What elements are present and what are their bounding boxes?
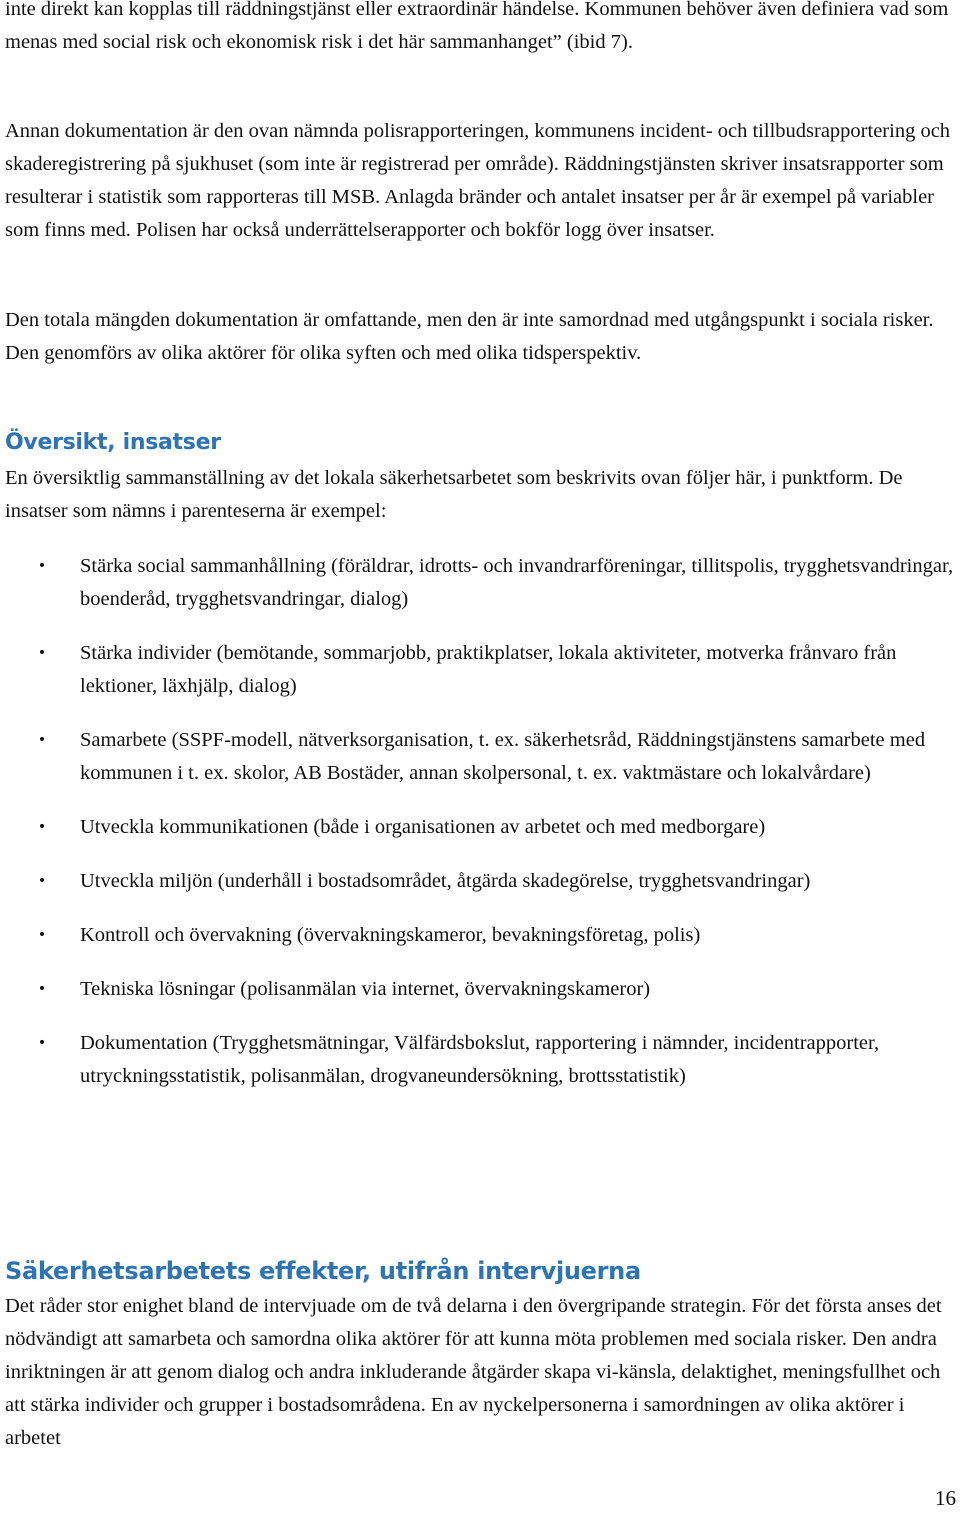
bullet-icon: • <box>37 927 47 943</box>
page-number: 16 <box>935 1486 956 1510</box>
list-item-text: Utveckla miljön (underhåll i bostadsområdet, åtgärda skadegörelse, trygghetsvandringar) <box>80 870 811 892</box>
paragraph-total-documentation: Den totala mängden dokumentation är omfattande, men den är inte samordnad med utgångspunkt i sociala risker. Den genomförs av olika aktörer för olika syften och med olika tidsperspektiv. <box>5 309 934 364</box>
bullet-icon: • <box>37 645 47 661</box>
document-page <box>5 0 960 1514</box>
list-item-text: Dokumentation (Trygghetsmätningar, Välfärdsbokslut, rapportering i nämnder, incidentrapporter, utryckningsstatistik, polisanmälan, drogvaneundersökning, brottsstatistik) <box>80 1032 880 1087</box>
bullet-icon: • <box>37 732 47 748</box>
paragraph-documentation: Annan dokumentation är den ovan nämnda polisrapporteringen, kommunens incident- och tillbudsrapportering och skaderegistrering på sjukhuset (som inte är registrerad per område). Räddningstjänsten skriver insatsrapporter som resulterar i statistik som rapporteras till MSB. Anlagda bränder och antalet insatser per år är exempel på variabler som finns med. Polisen har också underrättelserapporter och bokför logg över insatser. <box>5 120 951 241</box>
list-item <box>5 724 960 790</box>
paragraph-continued: inte direkt kan kopplas till räddningstjänst eller extraordinär händelse. Kommunen behöver även definiera vad som menas med social risk och ekonomisk risk i det här sammanhanget” (ibid 7). <box>5 0 949 53</box>
list-item-text: Kontroll och övervakning (övervakningskameror, bevakningsföretag, polis) <box>80 924 701 946</box>
heading-sakerhetsarbetets-effekter: Säkerhetsarbetets effekter, utifrån intervjuerna <box>5 1257 641 1285</box>
list-item <box>5 1027 960 1093</box>
heading-oversikt-insatser: Översikt, insatser <box>5 430 221 455</box>
list-item <box>5 865 960 898</box>
paragraph-overview-intro: En översiktlig sammanställning av det lokala säkerhetsarbetet som beskrivits ovan följer här, i punktform. De insatser som nämns i parenteserna är exempel: <box>5 467 903 522</box>
bullet-icon: • <box>37 873 47 889</box>
paragraph-interview-consensus: Det råder stor enighet bland de intervjuade om de två delarna i den övergripande strategin. För det första anses det nödvändigt att samarbeta och samordna olika aktörer för att kunna möta problemen med sociala risker. Den andra inriktningen är att genom dialog och andra inkluderande åtgärder skapa vi-känsla, delaktighet, meningsfullhet och att stärka individer och grupper i bostadsområdena. En av nyckelpersonerna i samordningen av olika aktörer i arbetet <box>5 1295 942 1449</box>
list-item-text: Utveckla kommunikationen (både i organisationen av arbetet och med medborgare) <box>80 816 766 838</box>
list-item-text: Samarbete (SSPF-modell, nätverksorganisation, t. ex. säkerhetsråd, Räddningstjänstens samarbete med kommunen i t. ex. skolor, AB Bostäder, annan skolpersonal, t. ex. vaktmästare och lokalvårdare) <box>80 729 926 784</box>
bullet-icon: • <box>37 981 47 997</box>
list-item <box>5 919 960 952</box>
list-item <box>5 811 960 844</box>
list-item <box>5 973 960 1006</box>
list-item-text: Tekniska lösningar (polisanmälan via internet, övervakningskameror) <box>80 978 651 1000</box>
list-item <box>5 637 960 703</box>
bullet-icon: • <box>37 1035 47 1051</box>
list-item-text: Stärka individer (bemötande, sommarjobb, praktikplatser, lokala aktiviteter, motverka frånvaro från lektioner, läxhjälp, dialog) <box>80 642 897 697</box>
bullet-icon: • <box>37 558 47 574</box>
bullet-icon: • <box>37 819 47 835</box>
bullet-list-insatser <box>5 550 960 1114</box>
list-item-text: Stärka social sammanhållning (föräldrar, idrotts- och invandrarföreningar, tillitspolis, trygghetsvandringar, boenderåd, trygghetsvandringar, dialog) <box>80 555 954 610</box>
list-item <box>5 550 960 616</box>
